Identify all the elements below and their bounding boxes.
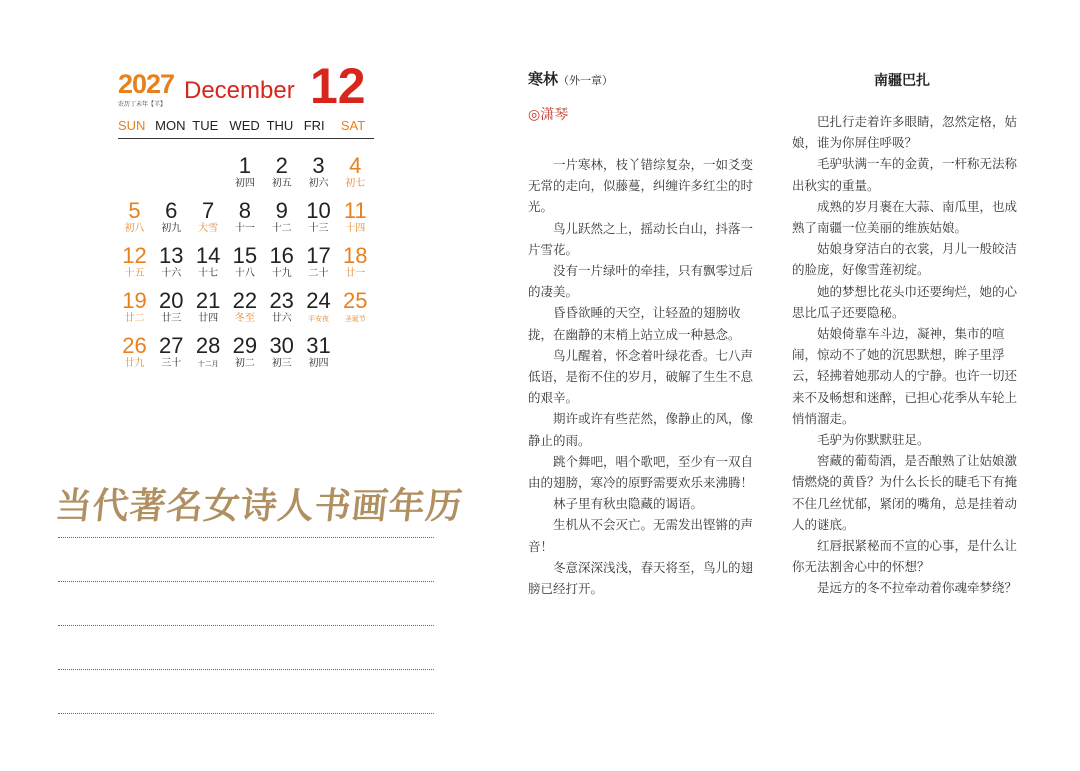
- poem1-paragraph: 林子里有秋虫隐藏的谒语。: [553, 496, 704, 512]
- lunar-date: 十六: [161, 268, 182, 279]
- calendar-day: [190, 334, 227, 370]
- poem1-paragraph: 生机从不会灭亡。无需发出铿锵的声音！: [528, 517, 754, 554]
- lunar-date: 圣诞节: [344, 315, 366, 323]
- day-number: 25: [343, 288, 368, 313]
- day-number: 3: [312, 153, 325, 178]
- calendar-day: [190, 199, 227, 235]
- lunar-date: 十五: [124, 268, 145, 279]
- calendar-day: [226, 289, 263, 325]
- poem2-paragraph: 姑娘倚靠车斗边，凝神，集市的喧闹，惊动不了她的沉思默想，眸子里浮云，轻拂着她那动人的宁静。也许一切还来不及畅想和迷醉，已担心花季从车轮上悄悄溜走。: [792, 326, 1018, 426]
- lunar-date: 初二: [234, 358, 255, 369]
- calendar-day: [226, 334, 263, 370]
- calendar-header: [118, 58, 378, 114]
- calendar-day: [300, 244, 337, 280]
- lunar-date: 廿六: [271, 313, 292, 324]
- calendar-day: [116, 334, 153, 370]
- day-number: 1: [238, 153, 252, 178]
- day-number: 9: [275, 198, 288, 223]
- day-grid: [118, 154, 378, 379]
- calendar-day: [226, 154, 263, 190]
- poem1-author: ◎潇琴: [528, 107, 569, 123]
- calendar-day: [263, 289, 300, 325]
- calendar-day: [263, 199, 300, 235]
- day-number: 11: [343, 198, 367, 223]
- calendar-day: [153, 199, 190, 235]
- poem2-paragraph: 毛驴驮满一车的金黄，一杆称无法称出秋实的重量。: [792, 156, 1018, 193]
- note-line: [58, 669, 434, 670]
- poem1-title-line: [528, 68, 613, 89]
- lunar-date: 廿三: [161, 313, 182, 324]
- weekday-tue: TUE: [192, 118, 219, 133]
- weekday-fri: FRI: [303, 118, 325, 133]
- day-number: 17: [306, 243, 331, 268]
- calendar-day: [337, 199, 374, 235]
- day-number: 6: [165, 198, 178, 223]
- poem2-title: 南疆巴扎: [874, 73, 930, 89]
- lunar-date: 初五: [271, 178, 292, 189]
- poem1-body: [528, 154, 760, 599]
- lunar-date: 十七: [198, 268, 219, 279]
- poem1-paragraph: 冬意深深浅浅，春天将至，鸟儿的翅膀已经打开。: [528, 559, 754, 597]
- lunar-date: 十一: [234, 223, 255, 234]
- poem1-paragraph: 一片寒林，枝丫错综复杂，一如爻变无常的走向，似藤蔓，纠缠许多红尘的时光。: [528, 157, 754, 215]
- note-line: [58, 625, 434, 626]
- lunar-date: 平安夜: [308, 315, 329, 323]
- poem2-paragraph: 巴扎行走着许多眼睛，忽然定格，姑娘，谁为你屏住呼吸？: [792, 114, 1018, 151]
- calendar-day: [116, 289, 153, 325]
- poem1-paragraph: 昏昏欲睡的天空，让轻盈的翅膀收拢，在幽静的末梢上站立成一种悬念。: [528, 305, 741, 342]
- lunar-date: 十四: [345, 223, 366, 234]
- calendar-day: [153, 334, 190, 370]
- calendar-day: [337, 244, 374, 280]
- poem2-paragraph: 成熟的岁月裹在大蒜、南瓜里，也成熟了南疆一位美丽的维族姑娘。: [792, 198, 1018, 236]
- calendar-day: [263, 244, 300, 280]
- lunar-date: 十三: [308, 223, 329, 234]
- poem1-paragraph: 跳个舞吧，唱个歌吧，至少有一双自由的翅膀，寒冷的原野需要欢乐来沸腾！: [528, 453, 754, 491]
- poem1-paragraph: 鸟儿醒着，怀念着叶绿花香。七八声低语，是衔不住的岁月，破解了生生不息的艰辛。: [528, 347, 754, 406]
- day-number: 23: [269, 288, 294, 313]
- lunar-date: 初七: [345, 178, 366, 189]
- lunar-date: 大雪: [198, 223, 219, 234]
- calendar-day: [153, 289, 190, 325]
- poem2-paragraph: 是远方的冬不拉牵动着你魂牵梦绕？: [817, 580, 1018, 596]
- lunar-date: 初三: [271, 358, 292, 369]
- weekday-thu: THU: [266, 118, 294, 133]
- calendar-day: [190, 289, 227, 325]
- calendar-day: [300, 154, 337, 190]
- calendar-day: [116, 199, 153, 235]
- poem1-title: 寒林: [528, 70, 559, 88]
- calendar-day: [300, 289, 337, 325]
- poem2-paragraph: 窖藏的葡萄酒，是否酿熟了让姑娘激情燃烧的黄昏？为什么长长的睫毛下有掩不住几丝忧郁，紧闭的嘴角，总是挂着动人的谜底。: [792, 453, 1018, 532]
- poem1-paragraph: 鸟儿跃然之上，摇动长白山，抖落一片雪花。: [528, 220, 754, 257]
- lunar-date: 廿九: [124, 358, 145, 369]
- poem2-paragraph: 毛驴为你默默驻足。: [817, 432, 930, 448]
- day-number: 14: [195, 243, 221, 268]
- day-number: 26: [122, 333, 147, 358]
- calligraphy-title: 当代著名女诗人书画年历: [53, 485, 465, 527]
- day-number: 28: [195, 333, 221, 358]
- day-number: 19: [122, 288, 147, 313]
- year-number: 2027: [118, 69, 175, 99]
- poem1-paragraph: 没有一片绿叶的牵挂，只有飘零过后的凄美。: [528, 263, 754, 300]
- day-number: 16: [269, 243, 294, 268]
- day-number: 21: [195, 288, 221, 313]
- lunar-date: 十九: [271, 268, 292, 279]
- calendar-day: [337, 154, 374, 190]
- lunar-date: 初四: [234, 178, 255, 189]
- lunar-date: 冬至: [234, 313, 255, 324]
- calendar-day: [226, 244, 263, 280]
- lunar-date: 初四: [308, 358, 329, 369]
- lunar-date: 三十: [161, 358, 182, 369]
- day-number: 18: [343, 243, 368, 268]
- lunar-date: 初九: [161, 223, 182, 234]
- day-number: 12: [122, 243, 147, 268]
- poem1-paragraph: 期许或许有些茫然，像静止的风，像静止的雨。: [528, 411, 754, 448]
- weekday-wed: WED: [229, 118, 260, 133]
- day-number: 10: [306, 198, 331, 223]
- note-line: [58, 581, 434, 582]
- note-line: [58, 537, 434, 538]
- day-number: 13: [159, 243, 184, 268]
- calendar-day: [337, 289, 374, 325]
- day-number: 20: [159, 288, 184, 313]
- day-number: 7: [201, 198, 215, 223]
- day-number: 24: [306, 288, 331, 313]
- calendar-day: [263, 334, 300, 370]
- lunar-year: 农历丁未年【羊】: [118, 101, 167, 108]
- lunar-date: 廿一: [345, 268, 366, 279]
- lunar-date: 二十: [308, 268, 329, 279]
- calendar-page: [0, 0, 470, 771]
- calendar-day: [263, 154, 300, 190]
- month-number: 12: [310, 58, 366, 114]
- calendar-day: [116, 244, 153, 280]
- day-number: 22: [232, 288, 258, 313]
- lunar-date: 廿二: [124, 313, 145, 324]
- day-number: 15: [232, 243, 258, 268]
- lunar-date: 廿四: [198, 313, 219, 324]
- calendar-day: [190, 244, 227, 280]
- weekday-header: [118, 118, 378, 133]
- day-number: 30: [269, 333, 294, 358]
- day-number: 27: [159, 333, 184, 358]
- lunar-date: 十二: [271, 223, 292, 234]
- day-number: 5: [128, 198, 141, 223]
- day-number: 2: [275, 153, 288, 178]
- month-name: December: [184, 77, 295, 104]
- poem2-paragraph: 她的梦想比花头巾还要绚烂，她的心思比瓜子还要隐秘。: [792, 283, 1018, 320]
- calendar-day: [300, 199, 337, 235]
- lunar-date: 十八: [234, 268, 255, 279]
- weekday-mon: MON: [155, 118, 186, 133]
- poem2-paragraph: 红唇抿紧秘而不宣的心事，是什么让你无法割舍心中的怀想？: [792, 538, 1018, 575]
- weekday-sat: SAT: [340, 118, 366, 133]
- note-line: [58, 713, 434, 714]
- poem2-body: [792, 111, 1024, 599]
- day-number: 4: [349, 153, 362, 178]
- weekday-sun: SUN: [118, 118, 146, 133]
- calendar-day: [153, 244, 190, 280]
- day-number: 31: [306, 333, 331, 358]
- poem1-subtitle: （外一章）: [558, 74, 614, 87]
- day-number: 8: [238, 198, 252, 223]
- lunar-date: 初六: [308, 178, 329, 189]
- lunar-date: 初八: [124, 223, 145, 234]
- calendar-day: [300, 334, 337, 370]
- day-number: 29: [232, 333, 258, 358]
- header-divider: [118, 138, 374, 139]
- lunar-date: 十二月: [197, 360, 219, 368]
- calendar-day: [226, 199, 263, 235]
- poem2-paragraph: 姑娘身穿洁白的衣裳，月儿一般皎洁的脸庞，好像雪莲初绽。: [792, 241, 1018, 278]
